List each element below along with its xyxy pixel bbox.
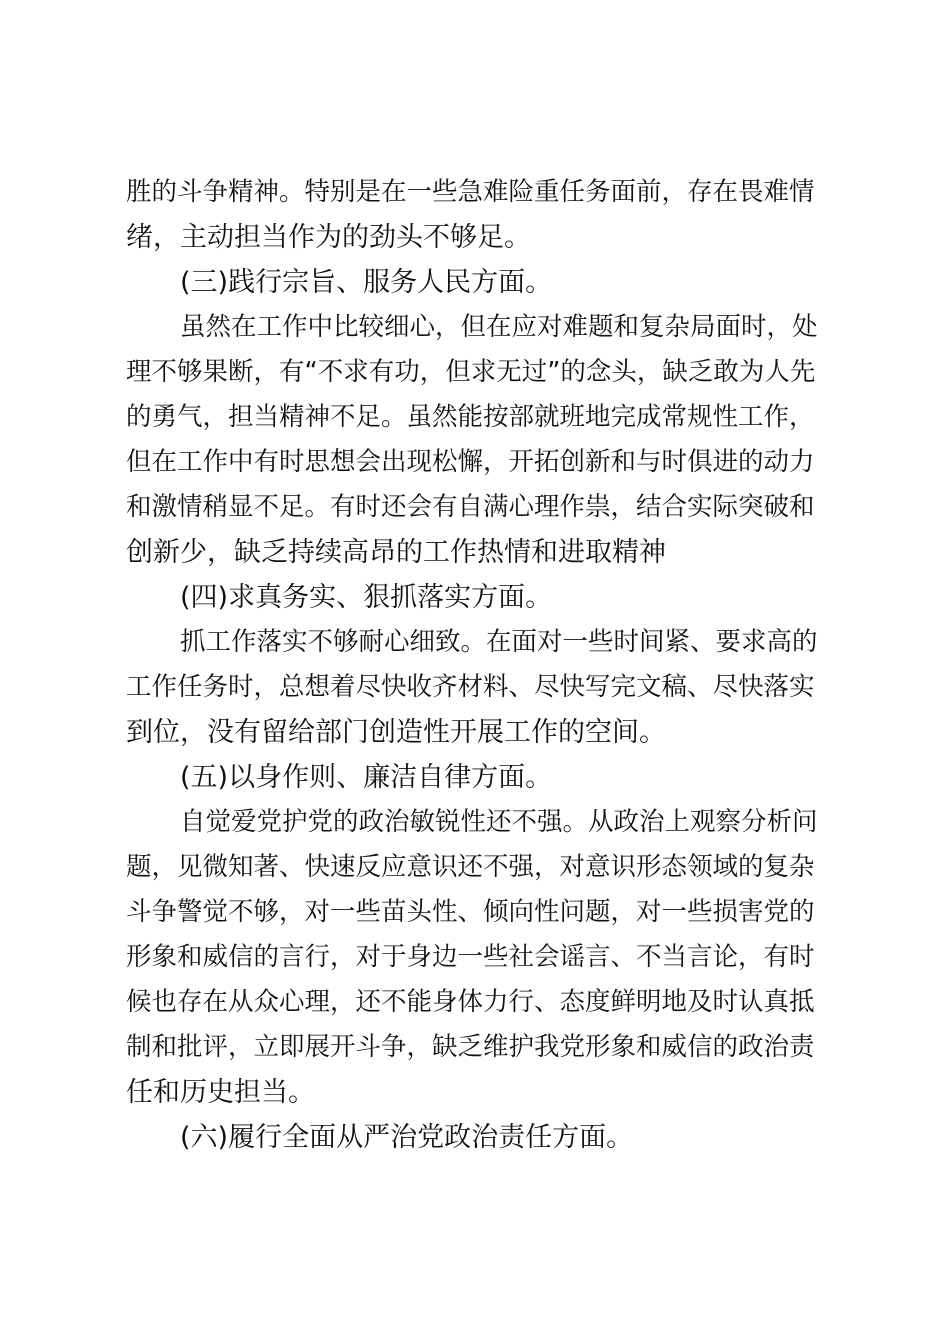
- text-line: 和激情稍显不足。有时还会有自满心理作祟，结合实际突破和: [126, 492, 815, 522]
- text-line: 理不够果断，有“不求有功，但求无过”的念头，缺乏敢为人先: [126, 357, 816, 387]
- text-line: 到位，没有留给部门创造性开展工作的空间。: [126, 717, 666, 748]
- text-line: 但在工作中有时思想会出现松懈，开拓创新和与时俱进的动力: [126, 447, 815, 477]
- text-line: (五)以身作则、廉洁自律方面。: [180, 762, 553, 793]
- text-line: 抓工作落实不够耐心细致。在面对一些时间紧、要求高的: [180, 627, 818, 657]
- text-line: 候也存在从众心理，还不能身体力行、态度鲜明地及时认真抵: [126, 987, 815, 1017]
- text-line: 胜的斗争精神。特别是在一些急难险重任务面前，存在畏难情: [126, 177, 815, 207]
- text-line: 制和批评，立即展开斗争，缺乏维护我党形象和威信的政治责: [126, 1032, 815, 1062]
- text-line: 绪，主动担当作为的劲头不够足。: [126, 222, 531, 253]
- document-body: [126, 170, 820, 1160]
- text-line: 形象和威信的言行，对于身边一些社会谣言、不当言论，有时: [126, 942, 815, 972]
- text-line: 的勇气，担当精神不足。虽然能按部就班地完成常规性工作，: [126, 402, 815, 432]
- text-line: 虽然在工作中比较细心，但在应对难题和复杂局面时，处: [180, 312, 818, 342]
- text-line: 工作任务时，总想着尽快收齐材料、尽快写完文稿、尽快落实: [126, 672, 815, 702]
- text-line: (三)践行宗旨、服务人民方面。: [180, 267, 553, 298]
- text-line: (六)履行全面从严治党政治责任方面。: [180, 1122, 634, 1153]
- text-line: (四)求真务实、狠抓落实方面。: [180, 582, 553, 613]
- text-line: 任和历史担当。: [126, 1077, 315, 1108]
- text-line: 创新少，缺乏持续高昂的工作热情和进取精神: [126, 537, 666, 568]
- text-line: 自觉爱党护党的政治敏锐性还不强。从政治上观察分析问: [180, 807, 818, 837]
- text-line: 斗争警觉不够，对一些苗头性、倾向性问题，对一些损害党的: [126, 897, 815, 927]
- text-line: 题，见微知著、快速反应意识还不强，对意识形态领域的复杂: [126, 852, 815, 882]
